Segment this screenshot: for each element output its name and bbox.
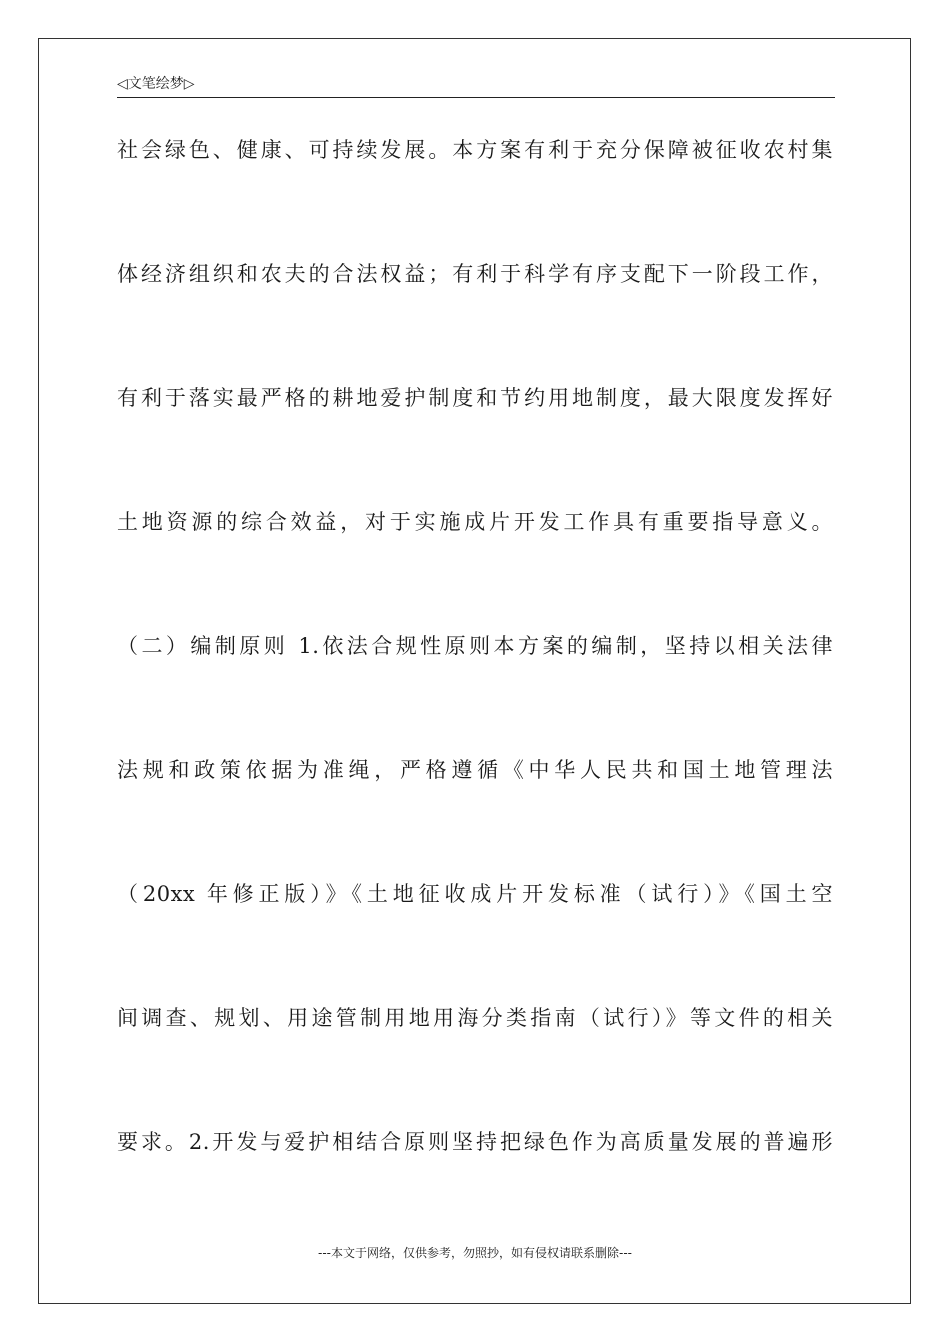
text-line: 体经济组织和农夫的合法权益；有利于科学有序支配下一阶段工作，: [117, 262, 833, 286]
page-header: [117, 72, 835, 98]
text-line: 土地资源的综合效益，对于实施成片开发工作具有重要指导意义。: [117, 510, 833, 534]
text-line: 要求。2.开发与爱护相结合原则坚持把绿色作为高质量发展的普遍形: [117, 1130, 833, 1154]
footer-disclaimer: ---本文于网络，仅供参考，勿照抄，如有侵权请联系删除---: [318, 1246, 632, 1260]
header-title: ◁文笔绘梦▷: [117, 76, 195, 92]
text-line: 间调查、规划、用途管制用地用海分类指南（试行）》等文件的相关: [117, 1006, 833, 1030]
page-border: [38, 38, 911, 1304]
text-line: （二）编制原则 1.依法合规性原则本方案的编制，坚持以相关法律: [117, 634, 833, 658]
text-line: 法规和政策依据为准绳，严格遵循《中华人民共和国土地管理法: [117, 758, 833, 782]
text-line: （20xx 年修正版）》《土地征收成片开发标准（试行）》《国土空: [117, 882, 833, 906]
text-line: 有利于落实最严格的耕地爱护制度和节约用地制度，最大限度发挥好: [117, 386, 833, 410]
text-line: 社会绿色、健康、可持续发展。本方案有利于充分保障被征收农村集: [117, 138, 833, 162]
